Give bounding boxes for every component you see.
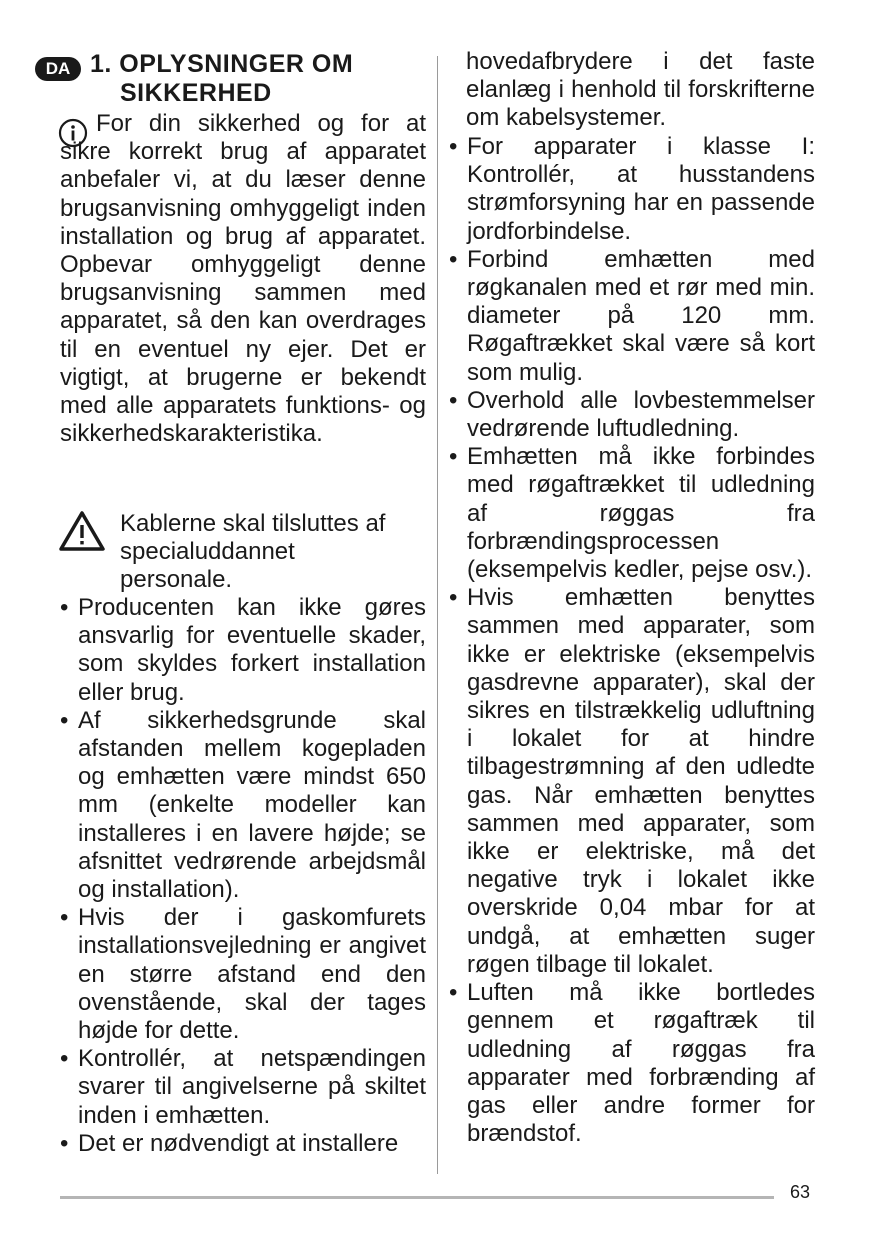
warning-triangle-icon (58, 510, 106, 552)
list-item: • Emhætten må ikke forbindes med røgaftrækket til udledning af røggas fra forbrændingsprocessen (eksempelvis kedler, pejse osv.). (449, 443, 815, 584)
list-item: • Luften må ikke bortledes gennem et røgaftræk til udledning af røggas fra apparater med forbrænding af gas eller andre former for brændstof. (449, 979, 815, 1148)
list-item: • Producenten kan ikke gøres ansvarlig for eventuelle skader, som skyldes forkert installation eller brug. (60, 594, 426, 707)
list-item: • Forbind emhætten med røgkanalen med et rør med min. diameter på 120 mm. Røgaftrækket skal være så kort som mulig. (449, 246, 815, 387)
page-number: 63 (790, 1182, 811, 1202)
left-bullet-list (60, 594, 426, 1158)
list-item: • Hvis der i gaskomfurets installationsvejledning er angivet en større afstand end den ovenstående, skal der tages højde for dette. (60, 904, 426, 1045)
list-item: • Af sikkerhedsgrunde skal afstanden mellem kogepladen og emhætten være mindst 650 mm (enkelte modeller kan installeres i en lavere højde; se afsnittet vedrørende arbejdsmål og installation). (60, 707, 426, 904)
warning-text: Kablerne skal tilsluttes af specialuddannet personale. (120, 510, 386, 594)
list-item: • For apparater i klasse I: Kontrollér, at husstandens strømforsyning har en passende jordforbindelse. (449, 133, 815, 246)
heading-line-1: 1. OPLYSNINGER OM (90, 50, 354, 78)
heading-line-2: SIKKERHED (120, 79, 272, 107)
section-heading (90, 50, 353, 108)
intro-paragraph: For din sikkerhed og for at sikre korrekt brug af apparatet anbefaler vi, at du læser denne brugsanvisning omhyggeligt inden installation og brug af apparatet. Opbevar omhyggeligt denne brugsanvisning sammen med apparatet, så den kan overdrages til en eventuel ny ejer. Det er vigtigt, at brugerne er bekendt med alle apparatets funktions- og sikkerhedskarakteristika. (60, 110, 426, 448)
intro-section (60, 110, 426, 448)
continuation-paragraph: hovedafbrydere i det faste elanlæg i henhold til forskrifterne om kabelsystemer. (466, 48, 815, 132)
footer-rule (60, 1196, 774, 1199)
list-item: • Hvis emhætten benyttes sammen med apparater, som ikke er elektriske (eksempelvis gasdrevne apparater), skal der sikres en tilstrækkelig udluftning i lokalet for at hindre tilbagestrømning af den udledte gas. Når emhætten benyttes sammen med apparater, som ikke er elektriske, må det negative tryk i lokalet ikke overskride 0,04 mbar for at undgå, at emhætten suger røgen tilbage til lokalet. (449, 584, 815, 979)
right-bullet-list (449, 133, 815, 1148)
list-item: • Overhold alle lovbestemmelser vedrørende luftudledning. (449, 387, 815, 443)
list-item: • Kontrollér, at netspændingen svarer til angivelserne på skiltet inden i emhætten. (60, 1045, 426, 1130)
column-divider (437, 56, 438, 1174)
language-badge: DA (35, 57, 81, 81)
right-continuation (466, 48, 815, 133)
list-item: • Det er nødvendigt at installere (60, 1130, 426, 1158)
